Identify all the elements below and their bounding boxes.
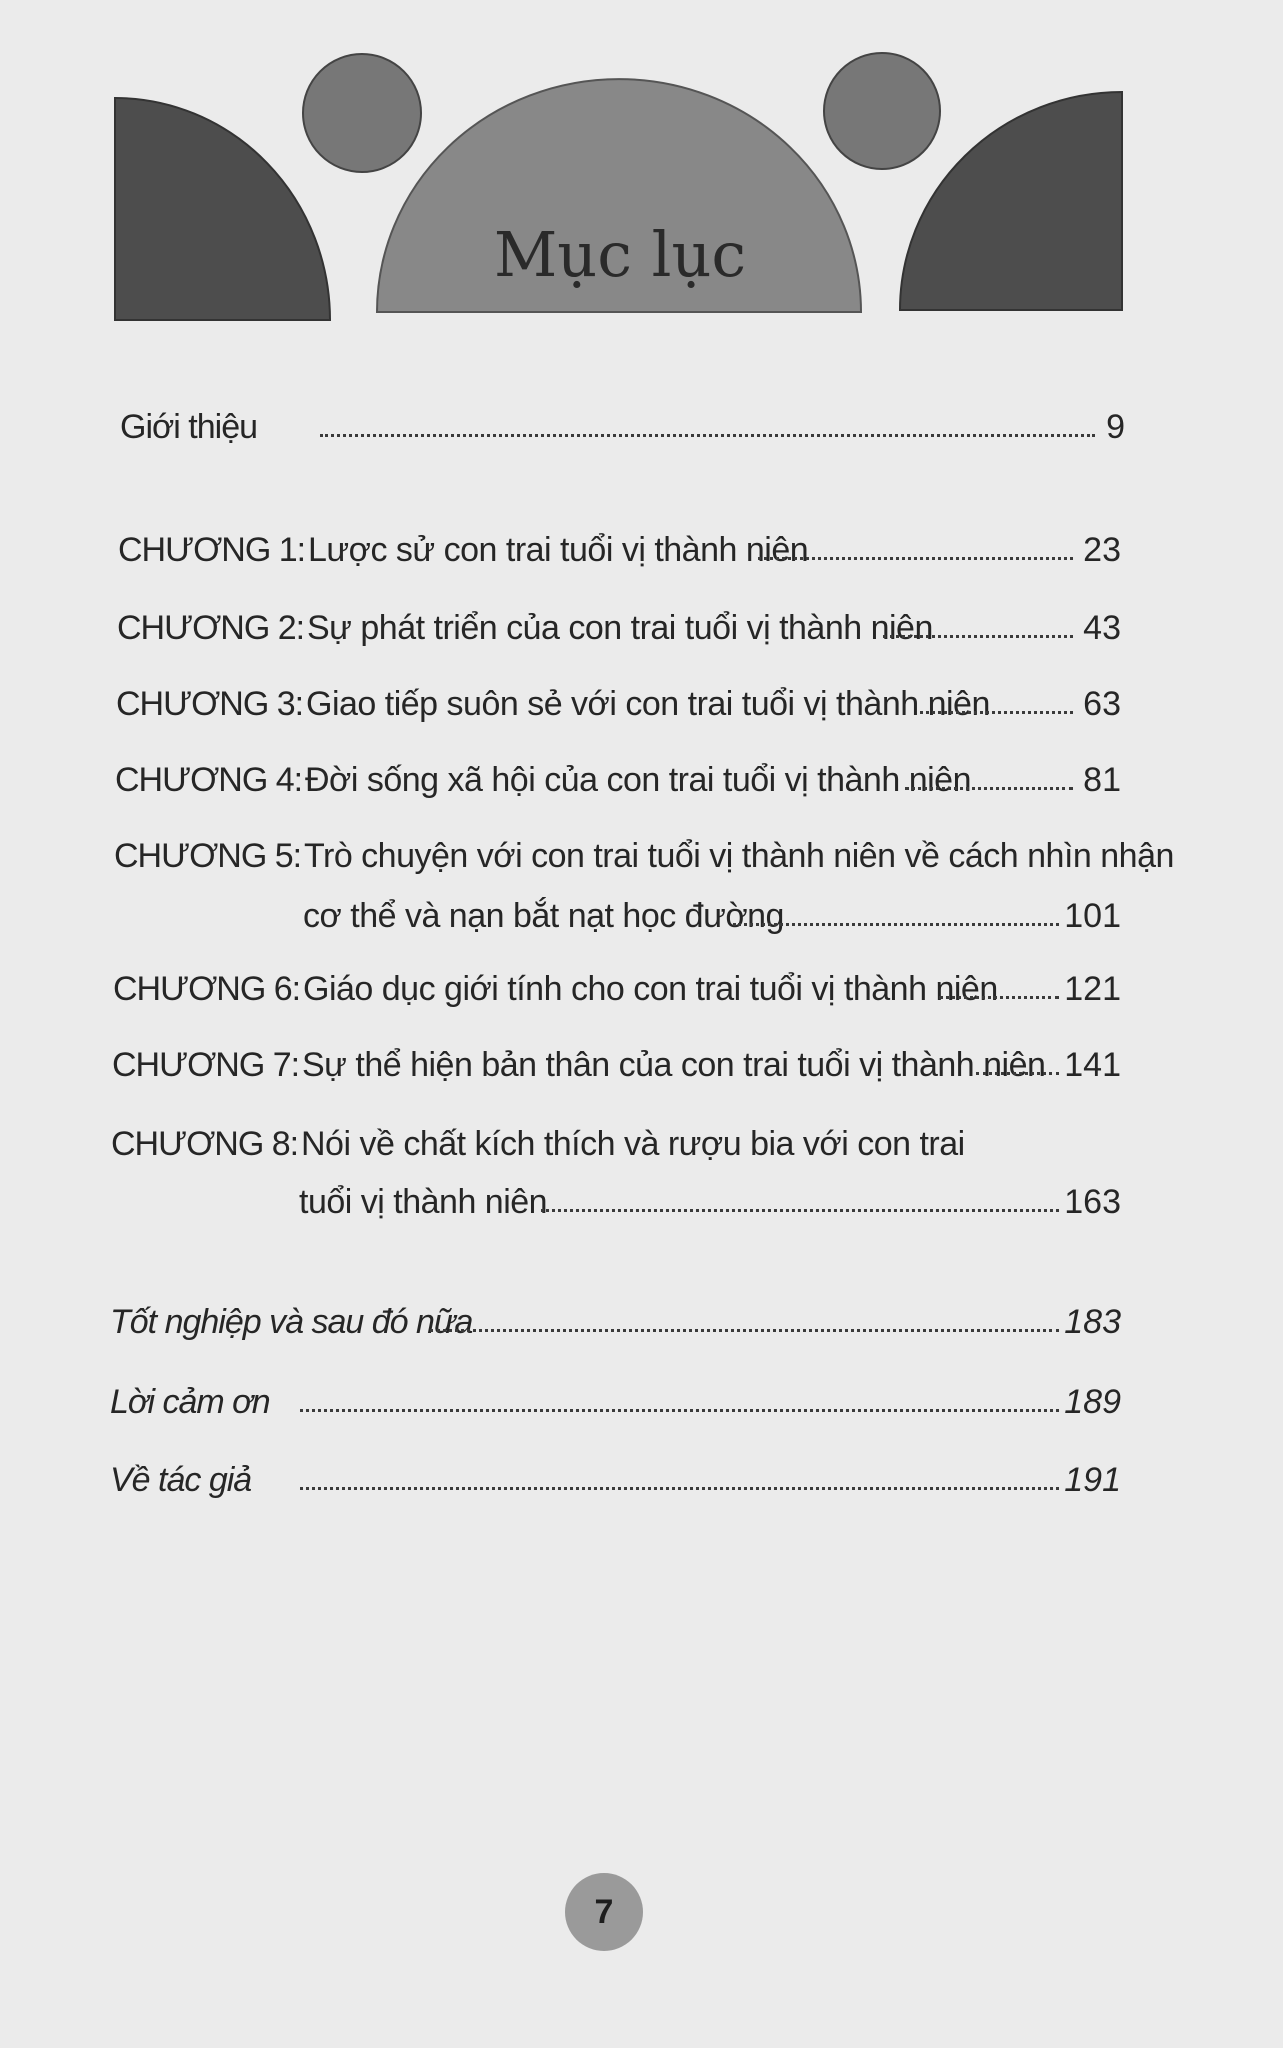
chapter-number: CHƯƠNG 8: <box>111 1125 299 1163</box>
toc-page-number: 43 <box>1083 609 1121 647</box>
leader-dots <box>920 711 1073 714</box>
chapter-title-continuation: cơ thể và nạn bắt nạt học đường <box>303 897 784 935</box>
left-quarter-shape <box>115 98 330 320</box>
toc-page-number: 81 <box>1083 761 1121 799</box>
toc-entry-label: Giới thiệu <box>120 408 258 446</box>
toc-entry-about-author[interactable] <box>110 1458 1121 1502</box>
toc-entry-chapter-3[interactable] <box>116 682 1121 726</box>
toc-entry-intro[interactable] <box>120 405 1125 449</box>
toc-entry-label: Tốt nghiệp và sau đó nữa <box>110 1303 473 1341</box>
chapter-title: Sự phát triển của con trai tuổi vị thành niên <box>307 609 933 647</box>
toc-page-number: 183 <box>1064 1303 1121 1341</box>
toc-page-number: 101 <box>1064 897 1121 935</box>
chapter-title: Sự thể hiện bản thân của con trai tuổi vị thành niên <box>302 1046 1046 1084</box>
toc-entry-label: Lời cảm ơn <box>110 1383 270 1421</box>
toc-entry-chapter-6[interactable] <box>113 967 1121 1011</box>
chapter-number: CHƯƠNG 3: <box>116 685 304 723</box>
page-title: Mục lục <box>493 218 747 291</box>
toc-page-number: 121 <box>1064 970 1121 1008</box>
toc-page-number: 189 <box>1064 1383 1121 1421</box>
leader-dots <box>976 1072 1059 1075</box>
chapter-title: Giáo dục giới tính cho con trai tuổi vị thành niên <box>303 970 998 1008</box>
toc-entry-chapter-8[interactable] <box>111 1122 1011 1166</box>
chapter-title: Lược sử con trai tuổi vị thành niên <box>308 531 809 569</box>
toc-page-number: 63 <box>1083 685 1121 723</box>
right-small-circle <box>824 53 940 169</box>
chapter-number: CHƯƠNG 6: <box>113 970 301 1008</box>
toc-entry-chapter-5-cont[interactable] <box>303 894 1121 938</box>
chapter-number: CHƯƠNG 4: <box>115 761 303 799</box>
leader-dots <box>430 1329 1059 1332</box>
toc-entry-chapter-5[interactable] <box>114 834 1174 878</box>
leader-dots <box>733 923 1059 926</box>
leader-dots <box>320 434 1095 437</box>
toc-entry-chapter-4[interactable] <box>115 758 1121 802</box>
leader-dots <box>883 635 1073 638</box>
chapter-number: CHƯƠNG 2: <box>117 609 305 647</box>
chapter-number: CHƯƠNG 1: <box>118 531 306 569</box>
toc-entry-graduation[interactable] <box>110 1300 1121 1344</box>
toc-entry-chapter-7[interactable] <box>112 1043 1121 1087</box>
page-number: 7 <box>594 1893 614 1931</box>
toc-page-number: 141 <box>1064 1046 1121 1084</box>
leader-dots <box>939 996 1059 999</box>
chapter-title: Trò chuyện với con trai tuổi vị thành niên về cách nhìn nhận <box>304 837 1174 875</box>
leader-dots <box>905 787 1073 790</box>
toc-entry-chapter-2[interactable] <box>117 606 1121 650</box>
toc-page-number: 191 <box>1064 1461 1121 1499</box>
leader-dots <box>300 1409 1059 1412</box>
toc-entry-chapter-8-cont[interactable] <box>299 1180 1121 1224</box>
chapter-title: Giao tiếp suôn sẻ với con trai tuổi vị thành niên <box>306 685 990 723</box>
leader-dots <box>300 1487 1059 1490</box>
left-small-circle <box>303 54 421 172</box>
toc-page-number: 163 <box>1064 1183 1121 1221</box>
chapter-title: Nói về chất kích thích và rượu bia với con trai <box>301 1125 965 1163</box>
chapter-number: CHƯƠNG 5: <box>114 837 302 875</box>
toc-entry-label: Về tác giả <box>110 1461 252 1499</box>
chapter-title-continuation: tuổi vị thành niên <box>299 1183 548 1221</box>
chapter-number: CHƯƠNG 7: <box>112 1046 300 1084</box>
toc-page-number: 23 <box>1083 531 1121 569</box>
chapter-title: Đời sống xã hội của con trai tuổi vị thành niên <box>305 761 971 799</box>
toc-entry-chapter-1[interactable] <box>118 528 1121 572</box>
leader-dots <box>758 557 1073 560</box>
toc-entry-acknowledgements[interactable] <box>110 1380 1121 1424</box>
leader-dots <box>541 1209 1059 1212</box>
toc-page-number: 9 <box>1106 408 1125 446</box>
